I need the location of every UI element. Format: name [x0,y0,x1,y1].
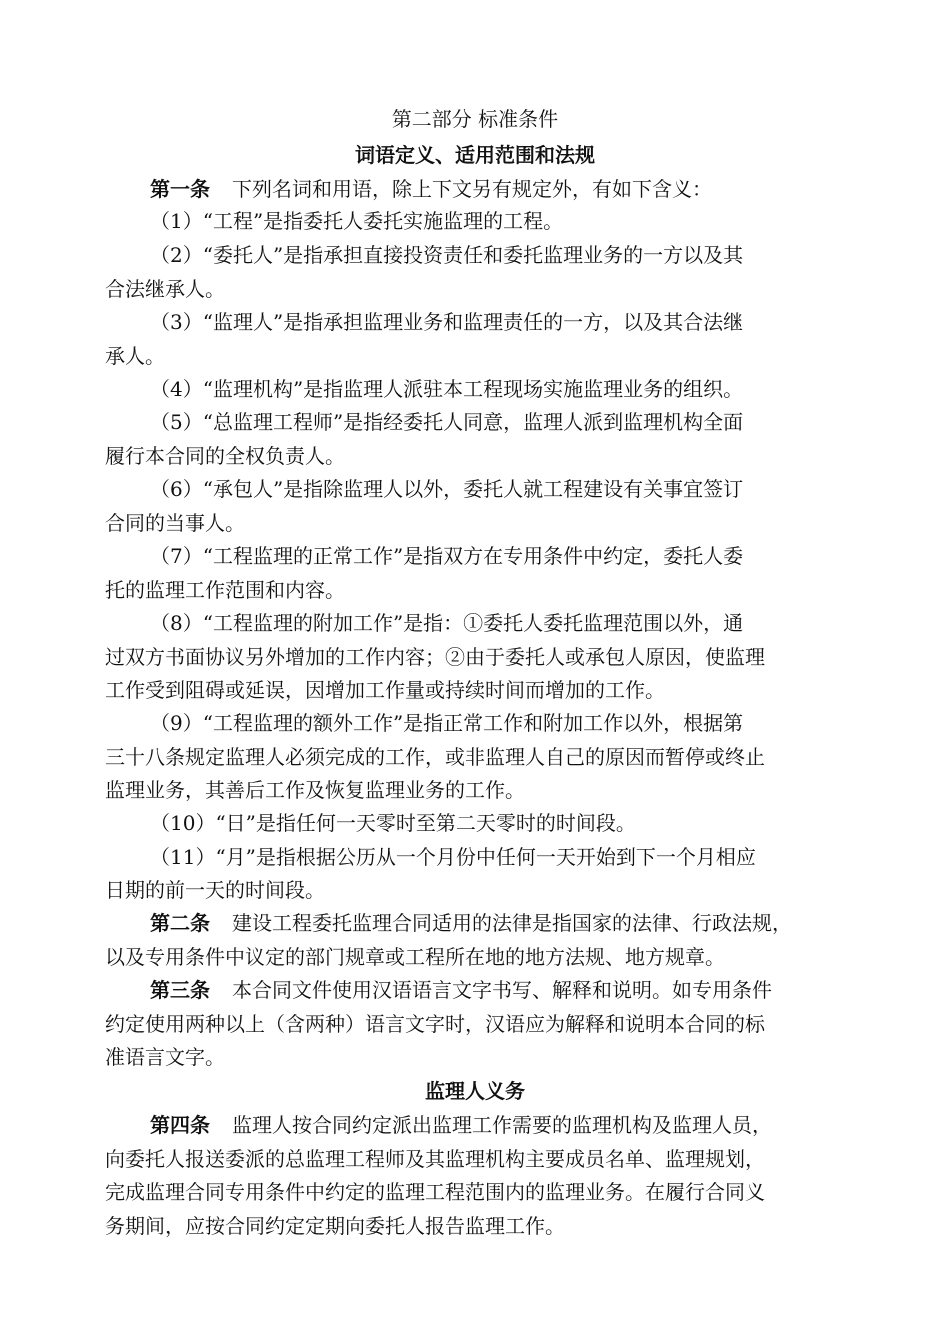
item-9-line-2: 三十八条规定监理人必须完成的工作，或非监理人自己的原因而暂停或终止 [105,745,765,769]
article-4-line-4: 务期间，应按合同约定定期向委托人报告监理工作。 [105,1214,565,1238]
article-4-line-1 [150,1110,772,1140]
section-title-obligations: 监理人义务 [425,1079,525,1103]
article-3-line-1 [150,975,772,1005]
article-1-text: 下列名词和用语，除上下文另有规定外，有如下含义： [232,177,712,201]
article-2-line-1 [150,908,792,938]
item-1: （1）“工程”是指委托人委托实施监理的工程。 [150,209,564,233]
item-11-line-2: 日期的前一天的时间段。 [105,878,325,902]
section-title-definitions: 词语定义、适用范围和法规 [355,143,595,167]
item-2-line-1: （2）“委托人”是指承担直接投资责任和委托监理业务的一方以及其 [150,243,744,267]
item-3-line-2: 承人。 [105,344,165,368]
item-3-line-1: （3）“监理人”是指承担监理业务和监理责任的一方，以及其合法继 [150,310,744,334]
item-9-line-3: 监理业务，其善后工作及恢复监理业务的工作。 [105,778,525,802]
article-2-heading: 第二条 [150,911,210,935]
article-3-text-1: 本合同文件使用汉语语言文字书写、解释和说明。如专用条件 [232,978,772,1002]
item-9-line-1: （9）“工程监理的额外工作”是指正常工作和附加工作以外，根据第 [150,711,744,735]
item-10: （10）“日”是指任何一天零时至第二天零时的时间段。 [150,811,636,835]
article-4-text-1: 监理人按合同约定派出监理工作需要的监理机构及监理人员， [232,1113,772,1137]
article-1-heading: 第一条 [150,177,210,201]
item-8-line-1: （8）“工程监理的附加工作”是指：①委托人委托监理范围以外，通 [150,611,744,635]
item-8-line-3: 工作受到阻碍或延误，因增加工作量或持续时间而增加的工作。 [105,678,665,702]
item-5-line-2: 履行本合同的全权负责人。 [105,444,345,468]
article-4-heading: 第四条 [150,1113,210,1137]
item-2-line-2: 合法继承人。 [105,277,225,301]
article-1-line [150,174,712,204]
item-6-line-1: （6）“承包人”是指除监理人以外，委托人就工程建设有关事宜签订 [150,477,744,501]
item-11-line-1: （11）“月”是指根据公历从一个月份中任何一天开始到下一个月相应 [150,845,756,869]
item-5-line-1: （5）“总监理工程师”是指经委托人同意，监理人派到监理机构全面 [150,410,744,434]
item-7-line-2: 托的监理工作范围和内容。 [105,578,345,602]
part-title: 第二部分 标准条件 [391,107,559,131]
article-4-line-3: 完成监理合同专用条件中约定的监理工程范围内的监理业务。在履行合同义 [105,1180,765,1204]
article-3-line-3: 准语言文字。 [105,1045,225,1069]
article-4-line-2: 向委托人报送委派的总监理工程师及其监理机构主要成员名单、监理规划， [105,1147,765,1171]
article-3-heading: 第三条 [150,978,210,1002]
article-2-line-2: 以及专用条件中议定的部门规章或工程所在地的地方法规、地方规章。 [105,945,725,969]
article-3-line-2: 约定使用两种以上（含两种）语言文字时，汉语应为解释和说明本合同的标 [105,1012,765,1036]
item-8-line-2: 过双方书面协议另外增加的工作内容；②由于委托人或承包人原因，使监理 [105,645,765,669]
item-6-line-2: 合同的当事人。 [105,511,245,535]
item-4: （4）“监理机构”是指监理人派驻本工程现场实施监理业务的组织。 [150,377,744,401]
item-7-line-1: （7）“工程监理的正常工作”是指双方在专用条件中约定，委托人委 [150,544,744,568]
article-2-text-1: 建设工程委托监理合同适用的法律是指国家的法律、行政法规， [232,911,792,935]
